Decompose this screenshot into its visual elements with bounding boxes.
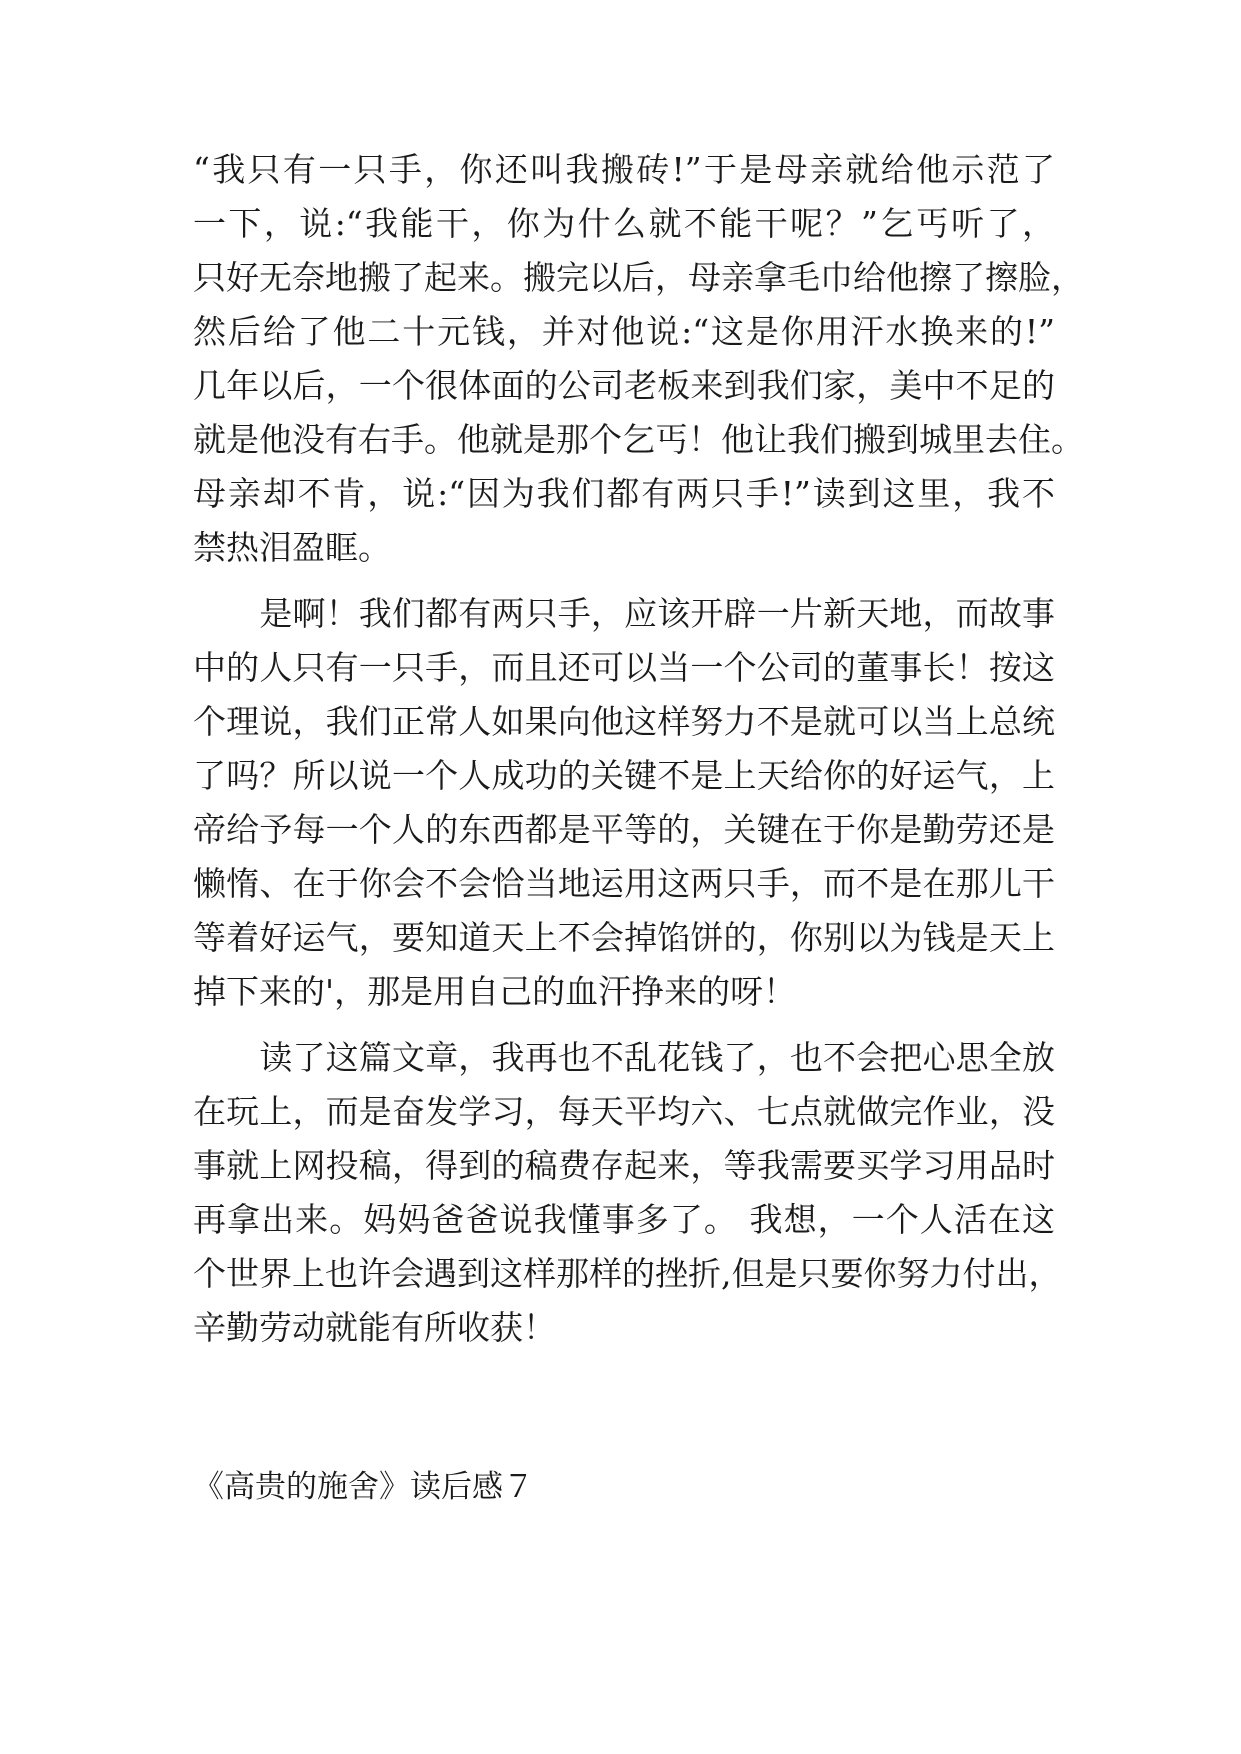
paragraph-2-line-3: 个理说，我们正常人如果向他这样努力不是就可以当上总统 bbox=[193, 702, 1055, 741]
paragraph-2-line-8: 掉下来的'，那是用自己的血汗挣来的呀！ bbox=[193, 972, 797, 1011]
paragraph-2-line-2: 中的人只有一只手，而且还可以当一个公司的董事长！按这 bbox=[193, 648, 1055, 687]
paragraph-3-line-4: 再拿出来。妈妈爸爸说我懂事多了。 我想，一个人活在这 bbox=[193, 1200, 1055, 1239]
paragraph-1-line-3: 只好无奈地搬了起来。搬完以后，母亲拿毛巾给他擦了擦脸， bbox=[193, 258, 1084, 297]
section-heading: 《高贵的施舍》读后感７ bbox=[193, 1469, 534, 1505]
paragraph-1-line-2: 一下，说:“我能干，你为什么就不能干呢？”乞丐听了， bbox=[193, 204, 1055, 243]
paragraph-1-line-7: 母亲却不肯，说:“因为我们都有两只手!”读到这里，我不 bbox=[193, 474, 1055, 513]
paragraph-1-line-1: “我只有一只手，你还叫我搬砖!”于是母亲就给他示范了 bbox=[193, 150, 1055, 189]
paragraph-2-line-7: 等着好运气，要知道天上不会掉馅饼的，你别以为钱是天上 bbox=[193, 918, 1055, 957]
paragraph-2-line-5: 帝给予每一个人的东西都是平等的，关键在于你是勤劳还是 bbox=[193, 810, 1055, 849]
paragraph-1-line-6: 就是他没有右手。他就是那个乞丐！他让我们搬到城里去住。 bbox=[193, 420, 1084, 459]
paragraph-1-line-8: 禁热泪盈眶。 bbox=[193, 528, 391, 567]
paragraph-2-line-1: 是啊！我们都有两只手，应该开辟一片新天地，而故事 bbox=[193, 594, 1055, 633]
paragraph-1-line-5: 几年以后，一个很体面的公司老板来到我们家，美中不足的 bbox=[193, 366, 1055, 405]
paragraph-1-line-4: 然后给了他二十元钱，并对他说:“这是你用汗水换来的!” bbox=[193, 312, 1055, 351]
paragraph-3-line-6: 辛勤劳动就能有所收获！ bbox=[193, 1308, 556, 1347]
paragraph-2-line-4: 了吗？所以说一个人成功的关键不是上天给你的好运气，上 bbox=[193, 756, 1055, 795]
paragraph-3-line-3: 事就上网投稿，得到的稿费存起来，等我需要买学习用品时 bbox=[193, 1146, 1055, 1185]
paragraph-3-line-2: 在玩上，而是奋发学习，每天平均六、七点就做完作业，没 bbox=[193, 1092, 1055, 1131]
paragraph-3-line-5: 个世界上也许会遇到这样那样的挫折,但是只要你努力付出， bbox=[193, 1254, 1062, 1293]
paragraph-2-line-6: 懒惰、在于你会不会恰当地运用这两只手，而不是在那儿干 bbox=[193, 864, 1055, 903]
paragraph-3-line-1: 读了这篇文章，我再也不乱花钱了，也不会把心思全放 bbox=[193, 1038, 1055, 1077]
